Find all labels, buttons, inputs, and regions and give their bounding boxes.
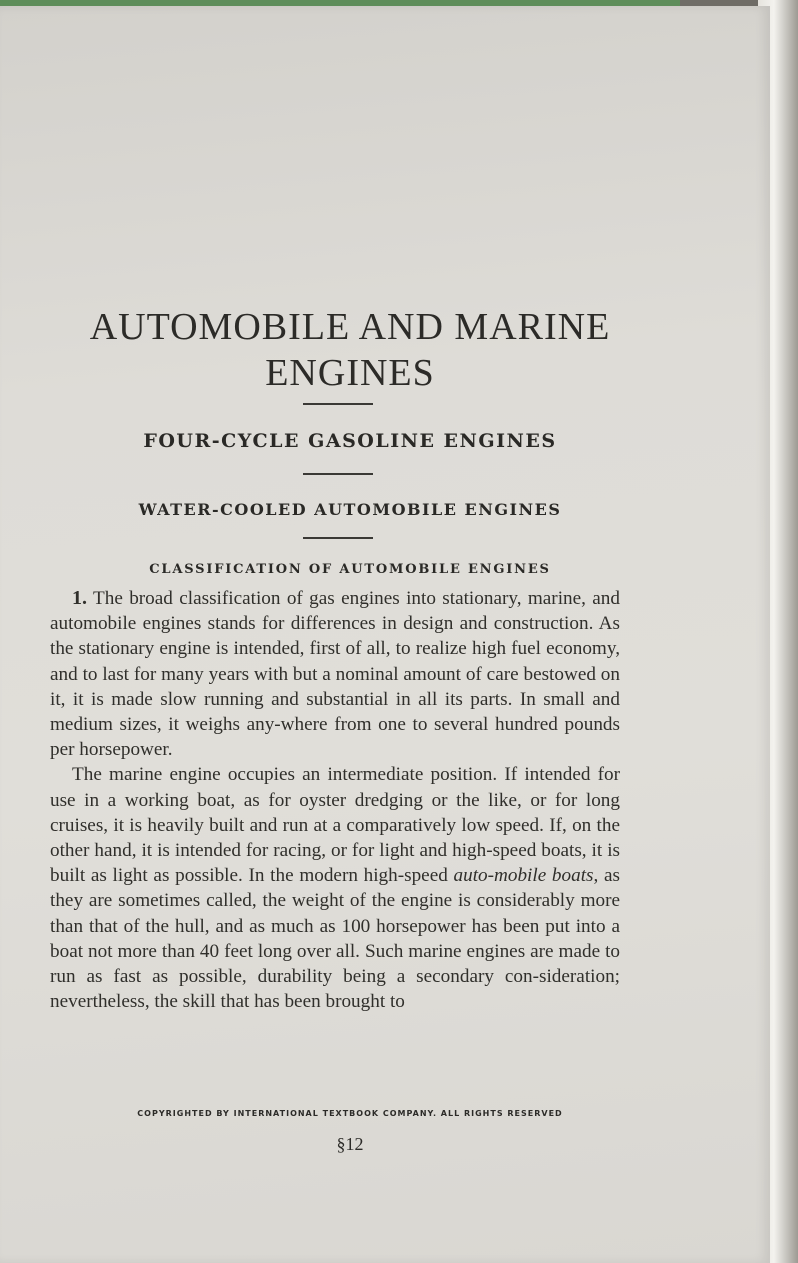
page-number: §12 xyxy=(336,1134,364,1154)
page-title xyxy=(60,304,640,396)
body-text xyxy=(50,586,620,1014)
copyright-notice: COPYRIGHTED BY INTERNATIONAL TEXTBOOK COMPANY. ALL RIGHTS RESERVED xyxy=(137,1109,563,1118)
subsection-heading: CLASSIFICATION OF AUTOMOBILE ENGINES xyxy=(149,562,551,577)
paragraph-2-text-end: , as they are sometimes called, the weight of the engine is considerably more than that of the hull, and as much as 100 horsepower has been put into a boat not more than 40 feet long over all. Such marine engines are made to run as fast as possible, durability being a secondary con-sideration; nevertheless, the skill that has been brought to xyxy=(50,865,620,1013)
title-line-2: ENGINES xyxy=(265,352,435,394)
paragraph-number: 1. xyxy=(72,587,87,609)
divider-rule xyxy=(303,403,373,405)
title-line-1: AUTOMOBILE AND MARINE xyxy=(89,306,611,348)
section-heading: WATER-COOLED AUTOMOBILE ENGINES xyxy=(138,500,562,519)
divider-rule xyxy=(303,473,373,475)
paragraph-2 xyxy=(50,762,620,1014)
paragraph-2-italic-term: auto-mobile boats xyxy=(453,865,594,887)
paragraph-1-text: The broad classification of gas engines into stationary, marine, and automobile engines stands for differences in design and construction. As the stationary engine is intended, first of all, to realize high fuel economy, and to last for many years with but a nominal amount of care bestowed on it, it is made slow running and substantial in all its parts. In small and medium sizes, it weighs any-where from one to several hundred pounds per horsepower. xyxy=(50,588,620,761)
document-page xyxy=(0,6,770,1263)
paragraph-2-text-start: The marine engine occupies an intermediate position. If intended for use in a working boat, as for oyster dredging or the like, or for long cruises, it is heavily built and run at a comparatively low speed. If, on the other hand, it is intended for racing, or for light and high-speed boats, it is built as light as possible. In the modern high-speed xyxy=(50,764,620,887)
paragraph-1 xyxy=(50,586,620,762)
divider-rule xyxy=(303,537,373,539)
subtitle: FOUR-CYCLE GASOLINE ENGINES xyxy=(143,430,557,452)
